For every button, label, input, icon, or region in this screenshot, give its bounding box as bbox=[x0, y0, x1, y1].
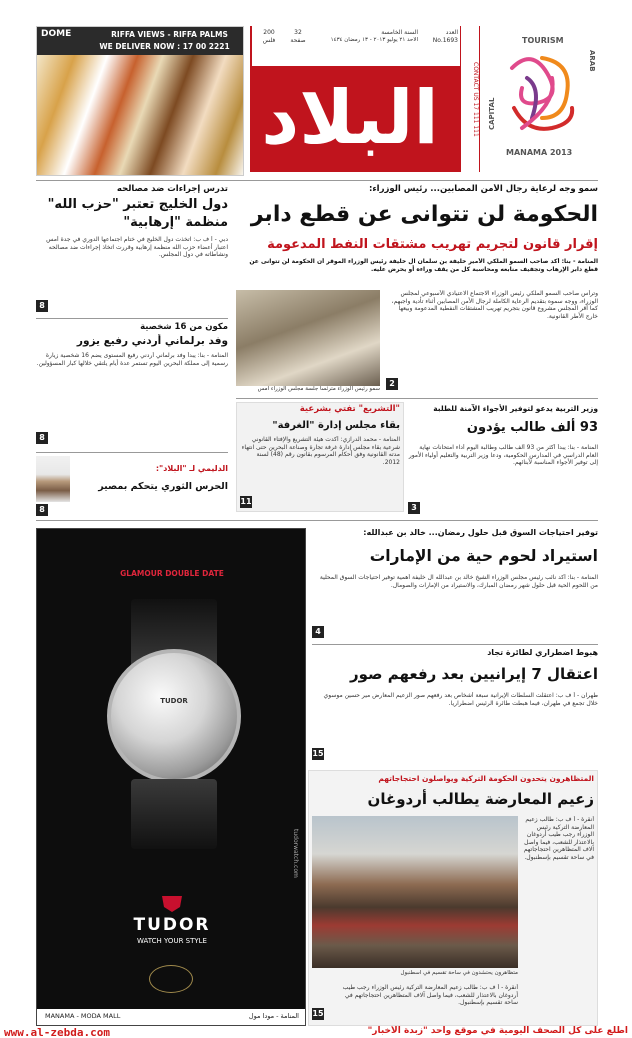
date-line: الأحد ٢١ يوليو ٢٠١٣ - ١٣ رمضان ١٤٣٤ bbox=[330, 37, 418, 43]
tudor-watch-case bbox=[107, 649, 241, 783]
turkey-body-continued: أنقرة - أ ف ب: طالب زعيم المعارضة التركية رئيس الوزراء رجب طيب أردوغان بالاعتذار للشعب، فيما واصل آلاف المتظاهرين احتجاجاتهم في ساحة تقسيم بإسطنبول. bbox=[342, 984, 518, 1006]
turkey-body: أنقرة - أ ف ب: طالب زعيم المعارضة التركية رئيس الوزراء رجب طيب أردوغان بالاعتذار للشعب، فيما واصل آلاف المتظاهرين احتجاجاتهم في ساحة تقسيم بإسطنبول. bbox=[523, 816, 594, 861]
meat-kicker: توفير احتياجات السوق قبل حلول رمضان... خالد بن عبدالله: bbox=[363, 528, 598, 537]
main-lede: المنامة - بنا: أكد صاحب السمو الملكي الأمير خليفة بن سلمان آل خليفة رئيس الوزراء الموقر أن الحكومة لن تتوانى عن قطع دابر الإرهاب وتجفيف منابعه ومحاسبة كل من يقف وراءه أو يحرض عليه. bbox=[249, 258, 598, 273]
tudor-tagline: WATCH YOUR STYLE bbox=[137, 937, 207, 945]
exams-page-number[interactable]: 3 bbox=[408, 502, 420, 514]
masthead-side-tag: CONTACT US 17 111 111 bbox=[461, 26, 479, 172]
main-headline: الحكومة لن تتوانى عن قطع دابر bbox=[250, 202, 598, 227]
iran-headline: اعتقال 7 إيرانيين بعد رفعهم صور bbox=[349, 665, 598, 683]
main-photo bbox=[236, 290, 380, 386]
price: 200 bbox=[263, 29, 275, 36]
gulf-page-number[interactable]: 8 bbox=[36, 300, 48, 312]
gulf-body: دبي - أ ف ب: اتخذت دول الخليج في ختام اجتماعها الدوري في جدة أمس اعتبار أعضاء حزب الله منظمة إرهابية وقررت اتخاذ إجراءات ضد مصالحه ونشاطاته في دول المجلس. bbox=[46, 236, 228, 258]
gulf-headline: دول الخليج تعتبر "حزب الله" منظمة "إرهابية" bbox=[47, 197, 228, 230]
chamber-kicker: "التشريع" تفتي بشرعية bbox=[299, 404, 400, 414]
pages-count: 32 bbox=[294, 29, 302, 36]
chamber-body: المنامة - محمد الدرازي: أكدت هيئة التشريع والإفتاء القانوني شرعية بقاء مجلس إدارة غرفة تجارة وصناعة البحرين حتى انتهاء مدته القانونية وفق أحكام المرسوم بقانون رقم (48) لسنة 2012. bbox=[241, 436, 400, 466]
column-kicker: الدليمي لـ "البلاد": bbox=[155, 464, 228, 473]
main-photo-caption: سمو رئيس الوزراء مترئسا جلسة مجلس الوزراء أمس bbox=[257, 386, 380, 392]
iran-page-number[interactable]: 15 bbox=[312, 749, 324, 758]
jordan-headline: وفد برلماني أردني رفيع يزور bbox=[76, 335, 228, 347]
turkey-headline: زعيم المعارضة يطالب أردوغان bbox=[367, 790, 594, 808]
tudor-site[interactable]: tudorwatch.com bbox=[292, 829, 299, 878]
footer-url[interactable]: www.al-zebda.com bbox=[4, 1026, 110, 1038]
jordan-body: المنامة - بنا: يبدأ وفد برلماني أردني رفيع المستوى يضم 16 شخصية زيارة رسمية إلى مملكة البحرين اليوم تستمر عدة أيام يلتقي خلالها كبار المسؤولين. bbox=[36, 352, 228, 367]
tourism-logo-top: TOURISM bbox=[522, 36, 564, 45]
exams-headline: 93 ألف طالب يؤدون bbox=[466, 420, 598, 435]
tudor-store-left: MANAMA - MODA MALL bbox=[45, 1012, 121, 1020]
pages-label: صفحة bbox=[290, 37, 306, 44]
gulf-kicker: تدرس إجراءات ضد مصالحه bbox=[116, 184, 228, 194]
tudor-watch-dial-brand: TUDOR bbox=[160, 697, 188, 705]
tourism-logo-bottom: MANAMA 2013 bbox=[506, 148, 573, 157]
turkey-page-number[interactable]: 15 bbox=[312, 1009, 324, 1018]
top-ad-brand: DOME bbox=[41, 29, 72, 39]
tourism-logo-emblem bbox=[502, 48, 582, 144]
column-page-number[interactable]: 8 bbox=[36, 504, 48, 516]
issue-number: No.1693 bbox=[432, 37, 458, 44]
jordan-kicker: مكون من 16 شخصية bbox=[140, 322, 228, 332]
meat-body: المنامة - بنا: أكد نائب رئيس مجلس الوزراء الشيخ خالد بن عبدالله آل خليفة أهمية توفير احتياجات السوق المحلية من اللحوم الحية قبل حلول شهر رمضان المبارك، والاستيراد من الإمارات والصومال. bbox=[319, 574, 598, 589]
main-page-number[interactable]: 2 bbox=[386, 378, 398, 390]
main-body: وترأس صاحب السمو الملكي رئيس الوزراء الاجتماع الاعتيادي الأسبوعي لمجلس الوزراء، ووجه سموه بتقديم الرعاية الكاملة لرجال الأمن المصابين أثناء تأدية واجبهم، كما أقر المجلس مشروع قانون بتجريم تهريب المشتقات النفطية المدعومة وبيعها خارج الأطر القانونية. bbox=[391, 290, 598, 320]
chamber-page-number[interactable]: 11 bbox=[240, 497, 252, 506]
top-ad[interactable] bbox=[36, 26, 244, 176]
price-label: فلس bbox=[262, 37, 276, 44]
turkey-kicker: المتظاهرون يتحدون الحكومة التركية ويواصلون احتجاجاتهم bbox=[378, 774, 594, 783]
main-kicker: سمو وجه لرعاية رجال الأمن المصابين... رئيس الوزراء: bbox=[368, 184, 598, 194]
columnist-photo bbox=[36, 456, 70, 502]
meat-page-number[interactable]: 4 bbox=[312, 626, 324, 638]
tudor-shield-icon bbox=[159, 895, 185, 913]
tourism-capital-logo bbox=[486, 30, 598, 170]
turkey-crowd-photo bbox=[312, 816, 518, 968]
footer-text: اطلع على كل الصحف اليومية في موقع واحد "زبدة الأخبار" bbox=[367, 1026, 628, 1036]
tourism-logo-left: CAPITAL bbox=[488, 97, 496, 130]
turkey-photo-caption: متظاهرون يحتشدون في ساحة تقسيم في اسطنبول bbox=[400, 970, 518, 976]
top-ad-food-photo bbox=[37, 55, 244, 176]
exams-body: المنامة - بنا: يبدأ أكثر من 93 ألف طالب وطالبة اليوم أداء امتحانات نهاية العام الدراسي في المدارس الحكومية، ودعا وزير التربية والتعليم أولياء الأمور إلى توفير الأجواء المناسبة لأبنائهم. bbox=[408, 444, 598, 466]
top-ad-line1: RIFFA VIEWS - RIFFA PALMS bbox=[111, 30, 228, 39]
top-ad-line2: WE DELIVER NOW : 17 00 2221 bbox=[99, 42, 230, 51]
tudor-watch-strap-bottom bbox=[131, 779, 217, 849]
issue-label: العدد bbox=[445, 29, 458, 36]
meat-headline: استيراد لحوم حية من الإمارات bbox=[369, 547, 598, 565]
masthead-logo: البلاد bbox=[261, 75, 439, 161]
iran-kicker: هبوط اضطراري لطائرة تجاد bbox=[487, 648, 598, 657]
jordan-page-number[interactable]: 8 bbox=[36, 432, 48, 444]
exams-kicker: وزير التربية يدعو لتوفير الأجواء الآمنة للطلبة bbox=[433, 404, 598, 413]
chamber-headline: بقاء مجلس إدارة "الغرفة" bbox=[272, 420, 400, 431]
tudor-store-right: المنامة - مودا مول bbox=[248, 1012, 299, 1020]
tudor-dealer-seal bbox=[149, 965, 193, 993]
tudor-ad[interactable] bbox=[36, 528, 306, 1026]
iran-body: طهران - أ ف ب: اعتقلت السلطات الإيرانية سبعة أشخاص بعد رفعهم صور الزعيم المعارض مير حسين موسوي خلال تجمع في طهران، فيما هبطت طائرة الرئيس اضطراريا. bbox=[323, 692, 598, 707]
tudor-brand: TUDOR bbox=[133, 915, 211, 935]
tudor-ad-title: GLAMOUR DOUBLE DATE bbox=[120, 569, 224, 578]
tourism-logo-right: ARAB bbox=[588, 50, 596, 72]
column-headline: الحرس الثوري يتحكم بمصير bbox=[98, 481, 228, 492]
main-subhead: إقرار قانون لتجريم تهريب مشتقات النفط المدعومة bbox=[267, 237, 598, 252]
year-label: السنة الخامسة bbox=[381, 29, 418, 36]
masthead bbox=[250, 26, 480, 172]
